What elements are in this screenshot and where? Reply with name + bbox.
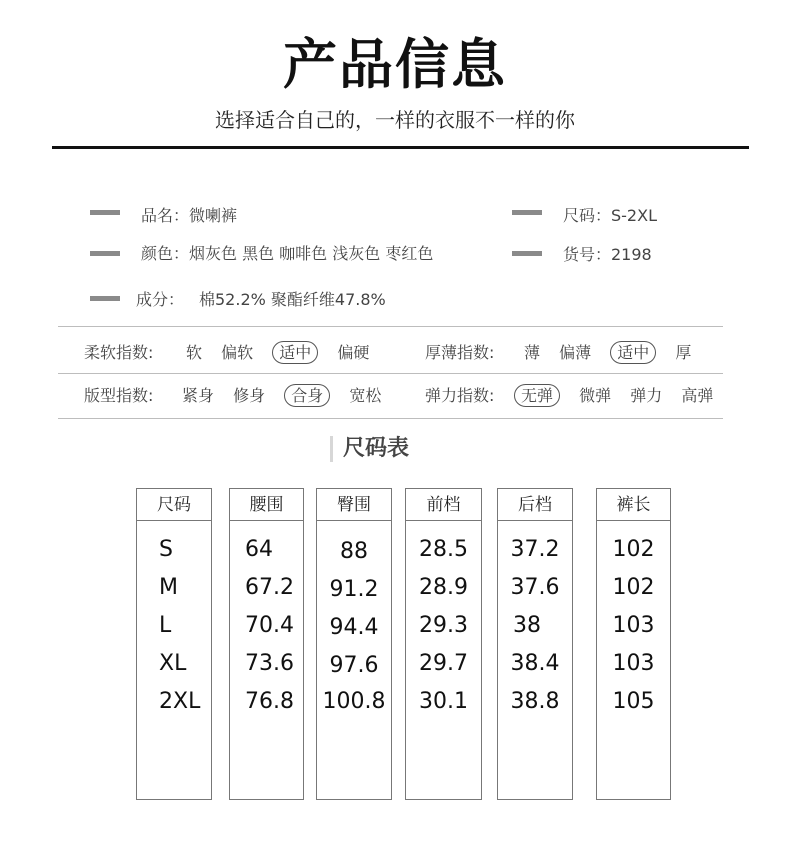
- option-soft: 软: [186, 343, 203, 362]
- column-header: 腰围: [230, 489, 303, 521]
- size-column-back-rise: [497, 488, 573, 800]
- fit-options: [182, 383, 395, 406]
- bullet-dash: [90, 210, 120, 215]
- bullet-dash: [512, 210, 542, 215]
- table-cell: 73.6: [245, 651, 294, 676]
- fit-index: [84, 383, 167, 406]
- bullet-dash: [90, 296, 120, 301]
- table-cell: 38.4: [510, 651, 560, 676]
- option-thick: 厚: [675, 343, 692, 362]
- elastic-index: [425, 383, 508, 406]
- option-regular-selected: 合身: [284, 384, 330, 407]
- page-title: 产品信息: [283, 33, 507, 96]
- product-name: 品名：微喇裤: [141, 206, 238, 225]
- option-slight-stretch: 微弹: [579, 386, 612, 405]
- index-divider-middle: [58, 373, 723, 374]
- table-cell: S: [159, 537, 173, 562]
- option-tight: 紧身: [182, 386, 215, 405]
- column-header: 尺码: [137, 489, 211, 521]
- table-cell: 30.1: [419, 689, 468, 714]
- table-cell: 91.2: [329, 577, 379, 602]
- table-cell: 37.6: [510, 575, 560, 600]
- table-cell: 29.7: [419, 651, 468, 676]
- table-cell: 76.8: [245, 689, 294, 714]
- table-cell: 38: [513, 613, 541, 638]
- product-code: 货号：2198: [563, 245, 652, 264]
- option-slim: 修身: [233, 386, 266, 405]
- table-cell: 29.3: [419, 613, 468, 638]
- size-table-heading: 尺码表: [330, 436, 409, 462]
- page-subtitle: 选择适合自己的，一样的衣服不一样的你: [215, 108, 575, 132]
- option-stretch: 弹力: [630, 386, 663, 405]
- table-cell: 28.5: [419, 537, 468, 562]
- size-column-waist: [229, 488, 304, 800]
- option-high-stretch: 高弹: [681, 386, 714, 405]
- thickness-index: [425, 340, 508, 363]
- softness-index: [84, 340, 167, 363]
- table-cell: 38.8: [510, 689, 560, 714]
- softness-options: [186, 340, 383, 363]
- option-semi-hard: 偏硬: [337, 343, 370, 362]
- table-cell: 70.4: [245, 613, 294, 638]
- table-cell: 102: [612, 575, 655, 600]
- option-medium-selected: 适中: [610, 341, 656, 364]
- table-cell: L: [159, 613, 172, 638]
- thickness-options: [524, 340, 705, 363]
- table-cell: 103: [612, 651, 655, 676]
- table-cell: 105: [612, 689, 655, 714]
- bullet-dash: [512, 251, 542, 256]
- elastic-label: 弹力指数:: [425, 386, 495, 405]
- table-cell: 28.9: [419, 575, 468, 600]
- softness-label: 柔软指数:: [84, 343, 154, 362]
- bullet-dash: [90, 251, 120, 256]
- table-cell: 88: [340, 539, 368, 564]
- table-cell: XL: [159, 651, 187, 676]
- fit-label: 版型指数:: [84, 386, 154, 405]
- option-thin: 薄: [524, 343, 541, 362]
- size-column-front-rise: [405, 488, 482, 800]
- material-label: 成分：: [136, 290, 185, 309]
- table-cell: 94.4: [329, 615, 379, 640]
- option-loose: 宽松: [349, 386, 382, 405]
- header-divider: [52, 146, 749, 149]
- index-divider-top: [58, 326, 723, 327]
- table-cell: M: [159, 575, 178, 600]
- index-divider-bottom: [58, 418, 723, 419]
- elastic-options: [514, 383, 727, 406]
- column-header: 后档: [498, 489, 572, 521]
- option-semi-thin: 偏薄: [559, 343, 592, 362]
- option-semi-soft: 偏软: [221, 343, 254, 362]
- column-header: 臀围: [317, 489, 391, 521]
- product-colors: 颜色：烟灰色 黑色 咖啡色 浅灰色 枣红色: [141, 244, 434, 263]
- table-cell: 2XL: [159, 689, 201, 714]
- material-value: 棉52.2% 聚酯纤维47.8%: [199, 290, 386, 309]
- table-cell: 97.6: [329, 653, 379, 678]
- column-header: 前档: [406, 489, 481, 521]
- table-cell: 100.8: [322, 689, 386, 714]
- table-cell: 103: [612, 613, 655, 638]
- size-column-length: [596, 488, 671, 800]
- option-medium-selected: 适中: [272, 341, 318, 364]
- table-cell: 37.2: [510, 537, 560, 562]
- column-header: 裤长: [597, 489, 670, 521]
- table-cell: 64: [245, 537, 273, 562]
- size-column-hip: [316, 488, 392, 800]
- table-cell: 67.2: [245, 575, 294, 600]
- table-cell: 102: [612, 537, 655, 562]
- size-range: 尺码：S-2XL: [563, 206, 657, 225]
- size-column-size: [136, 488, 212, 800]
- thickness-label: 厚薄指数:: [425, 343, 495, 362]
- option-no-stretch-selected: 无弹: [514, 384, 560, 407]
